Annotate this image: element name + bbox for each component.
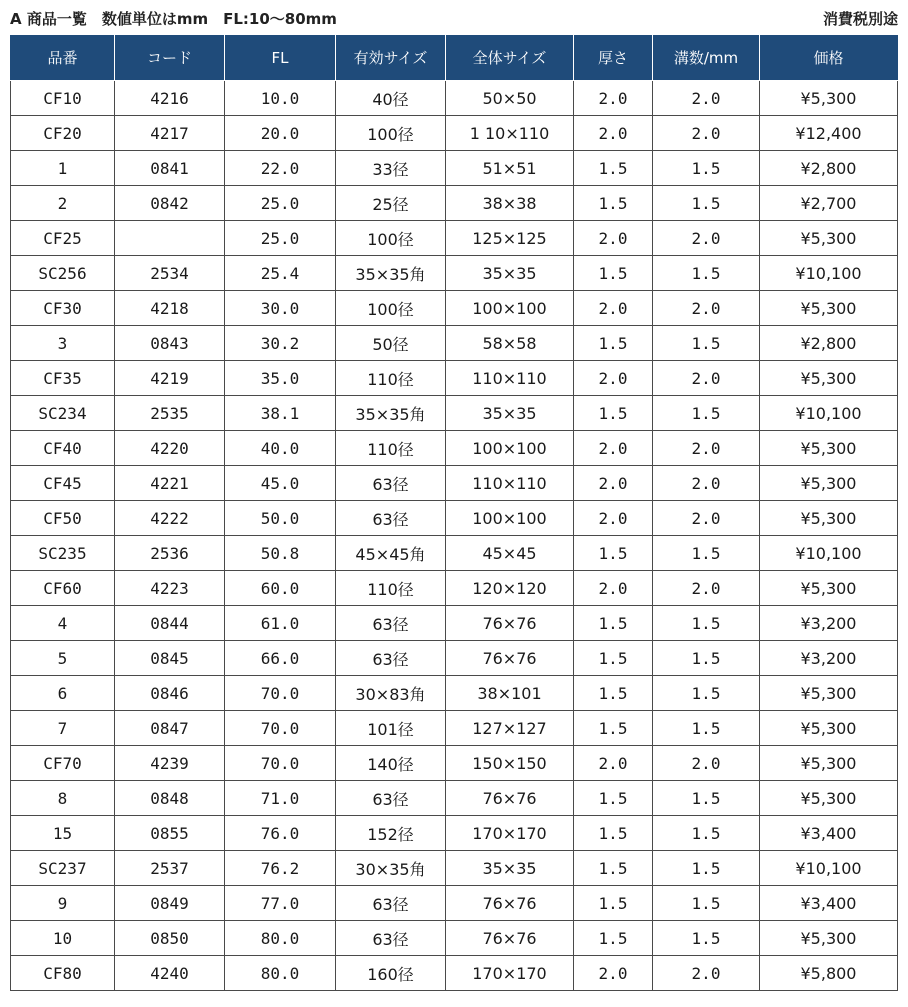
effective-size-cell: 63径 xyxy=(336,921,446,956)
table-row xyxy=(11,326,898,361)
fl-cell: 45.0 xyxy=(225,466,336,501)
fl-cell: 60.0 xyxy=(225,571,336,606)
effective-size-cell: 110径 xyxy=(336,571,446,606)
grooves-cell: 1.5 xyxy=(653,396,760,431)
code-cell: 0849 xyxy=(115,886,225,921)
thickness-cell: 1.5 xyxy=(574,396,653,431)
price-cell: ¥5,300 xyxy=(760,291,898,326)
fl-cell: 50.8 xyxy=(225,536,336,571)
table-row xyxy=(11,571,898,606)
code-cell: 0846 xyxy=(115,676,225,711)
overall-size-cell: 125×125 xyxy=(446,221,574,256)
effective-size-cell: 35×35角 xyxy=(336,396,446,431)
fl-cell: 61.0 xyxy=(225,606,336,641)
thickness-cell: 2.0 xyxy=(574,571,653,606)
table-row xyxy=(11,711,898,746)
thickness-cell: 2.0 xyxy=(574,291,653,326)
code-cell: 4218 xyxy=(115,291,225,326)
table-row xyxy=(11,81,898,116)
overall-size-cell: 110×110 xyxy=(446,466,574,501)
overall-size-cell: 38×101 xyxy=(446,676,574,711)
table-row xyxy=(11,536,898,571)
overall-size-cell: 100×100 xyxy=(446,291,574,326)
table-row xyxy=(11,781,898,816)
fl-cell: 10.0 xyxy=(225,81,336,116)
thickness-cell: 1.5 xyxy=(574,816,653,851)
fl-cell: 38.1 xyxy=(225,396,336,431)
price-cell: ¥2,800 xyxy=(760,326,898,361)
part-number-cell: CF60 xyxy=(11,571,115,606)
effective-size-cell: 110径 xyxy=(336,361,446,396)
col-header-grooves: 溝数/mm xyxy=(653,35,760,81)
overall-size-cell: 76×76 xyxy=(446,606,574,641)
fl-cell: 30.2 xyxy=(225,326,336,361)
part-number-cell: CF40 xyxy=(11,431,115,466)
code-cell xyxy=(115,221,225,256)
grooves-cell: 1.5 xyxy=(653,781,760,816)
grooves-cell: 2.0 xyxy=(653,361,760,396)
table-row xyxy=(11,361,898,396)
price-cell: ¥10,100 xyxy=(760,396,898,431)
price-cell: ¥2,800 xyxy=(760,151,898,186)
thickness-cell: 1.5 xyxy=(574,151,653,186)
col-header-effective-size: 有効サイズ xyxy=(336,35,446,81)
page-header xyxy=(10,6,898,30)
grooves-cell: 1.5 xyxy=(653,256,760,291)
effective-size-cell: 63径 xyxy=(336,781,446,816)
fl-cell: 22.0 xyxy=(225,151,336,186)
code-cell: 0845 xyxy=(115,641,225,676)
thickness-cell: 1.5 xyxy=(574,256,653,291)
price-cell: ¥5,300 xyxy=(760,676,898,711)
part-number-cell: CF70 xyxy=(11,746,115,781)
grooves-cell: 1.5 xyxy=(653,711,760,746)
effective-size-cell: 50径 xyxy=(336,326,446,361)
table-row xyxy=(11,676,898,711)
price-cell: ¥5,300 xyxy=(760,466,898,501)
grooves-cell: 2.0 xyxy=(653,291,760,326)
effective-size-cell: 100径 xyxy=(336,221,446,256)
code-cell: 4222 xyxy=(115,501,225,536)
part-number-cell: 10 xyxy=(11,921,115,956)
col-header-fl: FL xyxy=(225,35,336,81)
fl-cell: 70.0 xyxy=(225,711,336,746)
price-cell: ¥10,100 xyxy=(760,851,898,886)
price-cell: ¥10,100 xyxy=(760,256,898,291)
fl-cell: 76.0 xyxy=(225,816,336,851)
table-row xyxy=(11,886,898,921)
part-number-cell: 1 xyxy=(11,151,115,186)
effective-size-cell: 33径 xyxy=(336,151,446,186)
thickness-cell: 2.0 xyxy=(574,746,653,781)
part-number-cell: CF25 xyxy=(11,221,115,256)
part-number-cell: CF10 xyxy=(11,81,115,116)
price-cell: ¥3,400 xyxy=(760,816,898,851)
overall-size-cell: 110×110 xyxy=(446,361,574,396)
thickness-cell: 2.0 xyxy=(574,501,653,536)
overall-size-cell: 76×76 xyxy=(446,641,574,676)
effective-size-cell: 63径 xyxy=(336,606,446,641)
code-cell: 4239 xyxy=(115,746,225,781)
thickness-cell: 1.5 xyxy=(574,851,653,886)
part-number-cell: 7 xyxy=(11,711,115,746)
thickness-cell: 1.5 xyxy=(574,606,653,641)
thickness-cell: 2.0 xyxy=(574,431,653,466)
price-cell: ¥5,300 xyxy=(760,781,898,816)
thickness-cell: 1.5 xyxy=(574,921,653,956)
code-cell: 0842 xyxy=(115,186,225,221)
overall-size-cell: 127×127 xyxy=(446,711,574,746)
grooves-cell: 1.5 xyxy=(653,326,760,361)
grooves-cell: 2.0 xyxy=(653,956,760,991)
code-cell: 4223 xyxy=(115,571,225,606)
grooves-cell: 1.5 xyxy=(653,851,760,886)
grooves-cell: 1.5 xyxy=(653,536,760,571)
thickness-cell: 2.0 xyxy=(574,466,653,501)
effective-size-cell: 40径 xyxy=(336,81,446,116)
grooves-cell: 1.5 xyxy=(653,816,760,851)
code-cell: 4216 xyxy=(115,81,225,116)
fl-cell: 70.0 xyxy=(225,746,336,781)
overall-size-cell: 76×76 xyxy=(446,781,574,816)
price-cell: ¥12,400 xyxy=(760,116,898,151)
part-number-cell: 2 xyxy=(11,186,115,221)
col-header-overall-size: 全体サイズ xyxy=(446,35,574,81)
code-cell: 4221 xyxy=(115,466,225,501)
grooves-cell: 1.5 xyxy=(653,606,760,641)
price-cell: ¥5,300 xyxy=(760,711,898,746)
grooves-cell: 2.0 xyxy=(653,81,760,116)
price-cell: ¥5,300 xyxy=(760,746,898,781)
thickness-cell: 2.0 xyxy=(574,221,653,256)
table-row xyxy=(11,921,898,956)
fl-cell: 76.2 xyxy=(225,851,336,886)
table-row xyxy=(11,291,898,326)
price-cell: ¥3,400 xyxy=(760,886,898,921)
part-number-cell: 4 xyxy=(11,606,115,641)
thickness-cell: 2.0 xyxy=(574,361,653,396)
part-number-cell: CF80 xyxy=(11,956,115,991)
effective-size-cell: 45×45角 xyxy=(336,536,446,571)
table-body xyxy=(11,81,898,991)
product-table-container xyxy=(10,35,897,991)
code-cell: 2535 xyxy=(115,396,225,431)
thickness-cell: 1.5 xyxy=(574,186,653,221)
part-number-cell: SC256 xyxy=(11,256,115,291)
grooves-cell: 2.0 xyxy=(653,466,760,501)
table-row xyxy=(11,431,898,466)
price-cell: ¥5,300 xyxy=(760,431,898,466)
col-header-code: コード xyxy=(115,35,225,81)
grooves-cell: 2.0 xyxy=(653,116,760,151)
fl-cell: 80.0 xyxy=(225,956,336,991)
overall-size-cell: 35×35 xyxy=(446,396,574,431)
fl-cell: 25.4 xyxy=(225,256,336,291)
price-cell: ¥3,200 xyxy=(760,641,898,676)
effective-size-cell: 160径 xyxy=(336,956,446,991)
overall-size-cell: 100×100 xyxy=(446,501,574,536)
effective-size-cell: 63径 xyxy=(336,501,446,536)
thickness-cell: 1.5 xyxy=(574,781,653,816)
table-row xyxy=(11,606,898,641)
overall-size-cell: 76×76 xyxy=(446,886,574,921)
table-row xyxy=(11,396,898,431)
price-cell: ¥10,100 xyxy=(760,536,898,571)
code-cell: 0841 xyxy=(115,151,225,186)
overall-size-cell: 35×35 xyxy=(446,851,574,886)
part-number-cell: 9 xyxy=(11,886,115,921)
overall-size-cell: 38×38 xyxy=(446,186,574,221)
price-cell: ¥5,300 xyxy=(760,571,898,606)
part-number-cell: 5 xyxy=(11,641,115,676)
overall-size-cell: 58×58 xyxy=(446,326,574,361)
thickness-cell: 1.5 xyxy=(574,641,653,676)
price-cell: ¥2,700 xyxy=(760,186,898,221)
fl-cell: 25.0 xyxy=(225,221,336,256)
thickness-cell: 1.5 xyxy=(574,676,653,711)
effective-size-cell: 101径 xyxy=(336,711,446,746)
thickness-cell: 2.0 xyxy=(574,81,653,116)
table-row xyxy=(11,186,898,221)
grooves-cell: 1.5 xyxy=(653,886,760,921)
code-cell: 0848 xyxy=(115,781,225,816)
price-cell: ¥5,300 xyxy=(760,81,898,116)
overall-size-cell: 120×120 xyxy=(446,571,574,606)
code-cell: 2536 xyxy=(115,536,225,571)
thickness-cell: 1.5 xyxy=(574,711,653,746)
overall-size-cell: 1 10×110 xyxy=(446,116,574,151)
part-number-cell: CF45 xyxy=(11,466,115,501)
thickness-cell: 1.5 xyxy=(574,326,653,361)
grooves-cell: 2.0 xyxy=(653,501,760,536)
grooves-cell: 2.0 xyxy=(653,746,760,781)
part-number-cell: CF30 xyxy=(11,291,115,326)
tax-note: 消費税別途 xyxy=(822,9,898,28)
col-header-price: 価格 xyxy=(760,35,898,81)
effective-size-cell: 30×83角 xyxy=(336,676,446,711)
grooves-cell: 1.5 xyxy=(653,921,760,956)
grooves-cell: 2.0 xyxy=(653,571,760,606)
table-row xyxy=(11,151,898,186)
part-number-cell: SC235 xyxy=(11,536,115,571)
thickness-cell: 2.0 xyxy=(574,116,653,151)
fl-cell: 30.0 xyxy=(225,291,336,326)
code-cell: 0843 xyxy=(115,326,225,361)
effective-size-cell: 100径 xyxy=(336,291,446,326)
part-number-cell: SC237 xyxy=(11,851,115,886)
product-table xyxy=(10,35,898,991)
price-cell: ¥3,200 xyxy=(760,606,898,641)
table-row xyxy=(11,221,898,256)
code-cell: 0844 xyxy=(115,606,225,641)
part-number-cell: CF20 xyxy=(11,116,115,151)
overall-size-cell: 35×35 xyxy=(446,256,574,291)
thickness-cell: 1.5 xyxy=(574,886,653,921)
grooves-cell: 1.5 xyxy=(653,641,760,676)
effective-size-cell: 140径 xyxy=(336,746,446,781)
thickness-cell: 1.5 xyxy=(574,536,653,571)
part-number-cell: 8 xyxy=(11,781,115,816)
table-row xyxy=(11,746,898,781)
part-number-cell: CF50 xyxy=(11,501,115,536)
code-cell: 4240 xyxy=(115,956,225,991)
code-cell: 0847 xyxy=(115,711,225,746)
table-row xyxy=(11,466,898,501)
overall-size-cell: 50×50 xyxy=(446,81,574,116)
fl-cell: 66.0 xyxy=(225,641,336,676)
fl-cell: 20.0 xyxy=(225,116,336,151)
price-cell: ¥5,300 xyxy=(760,221,898,256)
code-cell: 2534 xyxy=(115,256,225,291)
fl-cell: 80.0 xyxy=(225,921,336,956)
effective-size-cell: 63径 xyxy=(336,886,446,921)
effective-size-cell: 100径 xyxy=(336,116,446,151)
code-cell: 4219 xyxy=(115,361,225,396)
table-row xyxy=(11,816,898,851)
grooves-cell: 1.5 xyxy=(653,676,760,711)
overall-size-cell: 170×170 xyxy=(446,956,574,991)
table-row xyxy=(11,501,898,536)
effective-size-cell: 35×35角 xyxy=(336,256,446,291)
overall-size-cell: 170×170 xyxy=(446,816,574,851)
fl-cell: 70.0 xyxy=(225,676,336,711)
part-number-cell: CF35 xyxy=(11,361,115,396)
fl-cell: 50.0 xyxy=(225,501,336,536)
price-cell: ¥5,800 xyxy=(760,956,898,991)
table-row xyxy=(11,256,898,291)
effective-size-cell: 63径 xyxy=(336,641,446,676)
overall-size-cell: 51×51 xyxy=(446,151,574,186)
effective-size-cell: 30×35角 xyxy=(336,851,446,886)
grooves-cell: 2.0 xyxy=(653,431,760,466)
part-number-cell: 15 xyxy=(11,816,115,851)
overall-size-cell: 76×76 xyxy=(446,921,574,956)
grooves-cell: 2.0 xyxy=(653,221,760,256)
part-number-cell: SC234 xyxy=(11,396,115,431)
fl-cell: 71.0 xyxy=(225,781,336,816)
header-row xyxy=(11,35,898,81)
code-cell: 2537 xyxy=(115,851,225,886)
table-row xyxy=(11,641,898,676)
overall-size-cell: 100×100 xyxy=(446,431,574,466)
fl-cell: 35.0 xyxy=(225,361,336,396)
part-number-cell: 3 xyxy=(11,326,115,361)
effective-size-cell: 110径 xyxy=(336,431,446,466)
code-cell: 4220 xyxy=(115,431,225,466)
price-cell: ¥5,300 xyxy=(760,361,898,396)
col-header-part-number: 品番 xyxy=(11,35,115,81)
table-row xyxy=(11,956,898,991)
effective-size-cell: 25径 xyxy=(336,186,446,221)
table-header xyxy=(11,35,898,81)
overall-size-cell: 45×45 xyxy=(446,536,574,571)
price-cell: ¥5,300 xyxy=(760,501,898,536)
price-cell: ¥5,300 xyxy=(760,921,898,956)
code-cell: 0850 xyxy=(115,921,225,956)
effective-size-cell: 152径 xyxy=(336,816,446,851)
fl-cell: 25.0 xyxy=(225,186,336,221)
part-number-cell: 6 xyxy=(11,676,115,711)
page-title: A 商品一覧 数値単位はmm FL:10～80mm xyxy=(10,9,337,28)
fl-cell: 40.0 xyxy=(225,431,336,466)
table-row xyxy=(11,116,898,151)
grooves-cell: 1.5 xyxy=(653,186,760,221)
grooves-cell: 1.5 xyxy=(653,151,760,186)
code-cell: 4217 xyxy=(115,116,225,151)
fl-cell: 77.0 xyxy=(225,886,336,921)
table-row xyxy=(11,851,898,886)
col-header-thickness: 厚さ xyxy=(574,35,653,81)
effective-size-cell: 63径 xyxy=(336,466,446,501)
code-cell: 0855 xyxy=(115,816,225,851)
thickness-cell: 2.0 xyxy=(574,956,653,991)
overall-size-cell: 150×150 xyxy=(446,746,574,781)
